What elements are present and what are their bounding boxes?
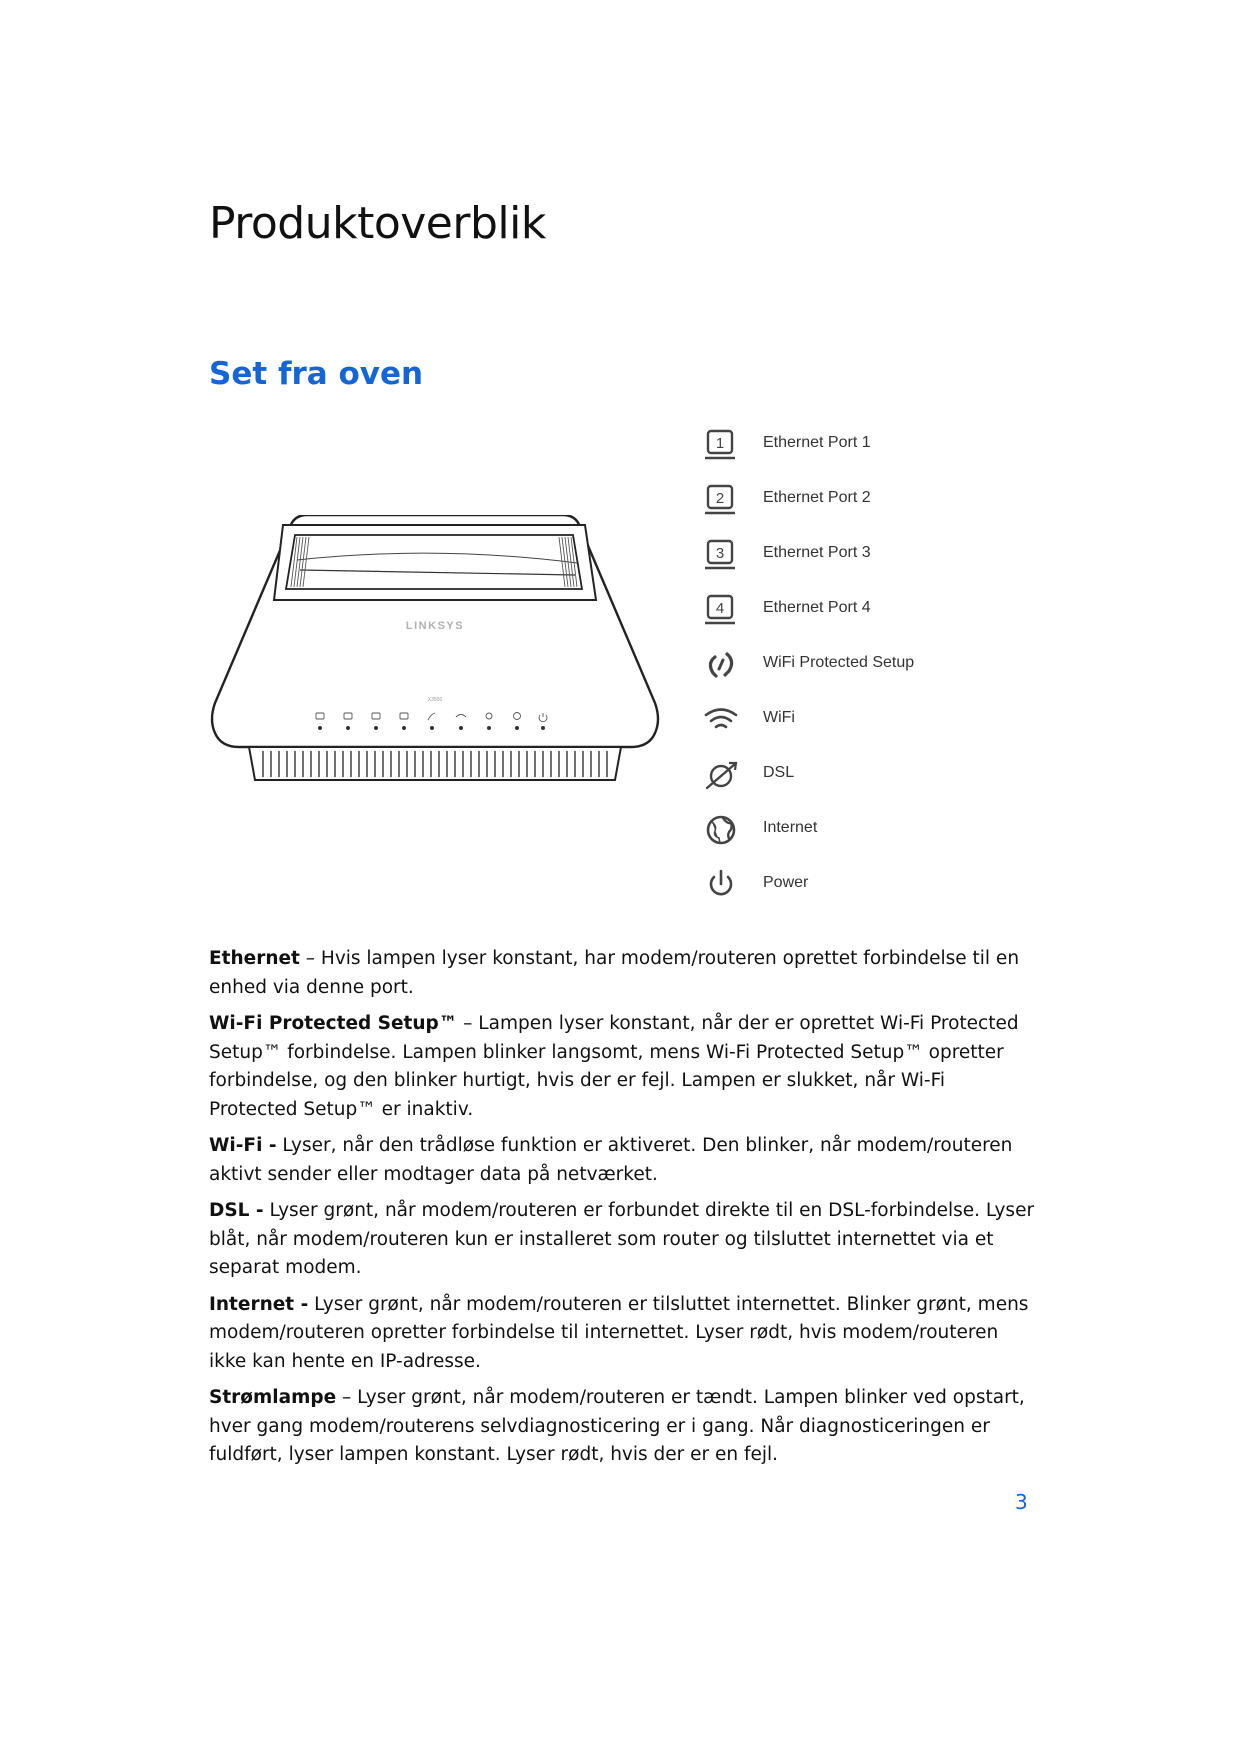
description-term: Wi-Fi - <box>209 1135 277 1156</box>
legend-label: DSL <box>763 764 795 781</box>
dsl-icon <box>703 757 739 793</box>
router-illustration <box>205 515 665 805</box>
legend-label: Ethernet Port 4 <box>763 599 871 616</box>
svg-text:1: 1 <box>715 435 725 452</box>
legend-item-wifi <box>703 700 1033 740</box>
router-model-label: X3500 <box>427 697 443 703</box>
description-dsl <box>209 1197 1039 1283</box>
internet-globe-icon <box>703 812 739 848</box>
legend-item-wps <box>703 645 1033 685</box>
legend-label: WiFi <box>763 709 795 726</box>
legend-item-ethernet-4 <box>703 590 1033 630</box>
legend-label: Internet <box>763 819 818 836</box>
description-term: Ethernet <box>209 948 300 969</box>
wifi-icon <box>703 702 739 738</box>
section-title: Set fra oven <box>209 356 424 392</box>
legend-label: WiFi Protected Setup <box>763 654 915 671</box>
router-brand-logo: LINKSYS <box>405 620 465 632</box>
description-text: Lyser, når den trådløse funktion er aktiveret. Den blinker, når modem/routeren aktivt sender eller modtager data på netværket. <box>209 1135 1013 1185</box>
legend-item-power <box>703 865 1033 905</box>
legend-label: Ethernet Port 1 <box>763 434 871 451</box>
legend-item-internet <box>703 810 1033 850</box>
description-term: Strømlampe <box>209 1387 337 1408</box>
legend-item-dsl <box>703 755 1033 795</box>
legend-item-ethernet-1 <box>703 425 1033 465</box>
power-icon <box>703 867 739 903</box>
description-text: – Lyser grønt, når modem/routeren er tændt. Lampen blinker ved opstart, hver gang modem/routerens selvdiagnosticering er i gang. Når diagnosticeringen er fuldført, lyser lampen konstant. Lyser rødt, hvis der er en fejl. <box>209 1387 1025 1465</box>
description-term: DSL - <box>209 1200 264 1221</box>
legend-label: Ethernet Port 2 <box>763 489 871 506</box>
ethernet-port-3-icon <box>703 537 739 573</box>
description-internet <box>209 1291 1039 1377</box>
led-descriptions <box>209 945 1039 1478</box>
description-wifi <box>209 1132 1039 1189</box>
svg-text:4: 4 <box>715 600 725 617</box>
ethernet-port-1-icon <box>703 427 739 463</box>
description-text: – Hvis lampen lyser konstant, har modem/routeren oprettet forbindelse til en enhed via denne port. <box>209 948 1020 998</box>
description-text: Lyser grønt, når modem/routeren er forbundet direkte til en DSL-forbindelse. Lyser blåt, når modem/routeren kun er installeret som router og tilsluttet internettet via et separat modem. <box>209 1200 1035 1278</box>
description-text: Lyser grønt, når modem/routeren er tilsluttet internettet. Blinker grønt, mens modem/routeren opretter forbindelse til internettet. Lyser rødt, hvis modem/routeren ikke kan hente en IP-adresse. <box>209 1293 1029 1372</box>
description-term: Internet - <box>209 1293 309 1315</box>
page-title: Produktoverblik <box>209 198 546 249</box>
legend-label: Ethernet Port 3 <box>763 544 871 561</box>
description-power <box>209 1384 1039 1470</box>
svg-text:2: 2 <box>715 490 725 507</box>
legend-item-ethernet-2 <box>703 480 1033 520</box>
description-ethernet <box>209 945 1039 1002</box>
legend-label: Power <box>763 874 809 891</box>
svg-text:3: 3 <box>715 545 725 562</box>
description-term: Wi-Fi Protected Setup™ <box>209 1013 458 1034</box>
ethernet-port-2-icon <box>703 482 739 518</box>
description-text: – Lampen lyser konstant, når der er oprettet Wi-Fi Protected Setup™ forbindelse. Lampen blinker langsomt, mens Wi-Fi Protected Setup™ opretter forbindelse, og den blinker hurtigt, hvis der er fejl. Lampen er slukket, når Wi-Fi Protected Setup™ er inaktiv. <box>209 1013 1019 1120</box>
description-wps <box>209 1010 1039 1124</box>
page-number: 3 <box>1015 1490 1028 1514</box>
legend-item-ethernet-3 <box>703 535 1033 575</box>
wps-icon <box>703 647 739 683</box>
ethernet-port-4-icon <box>703 592 739 628</box>
